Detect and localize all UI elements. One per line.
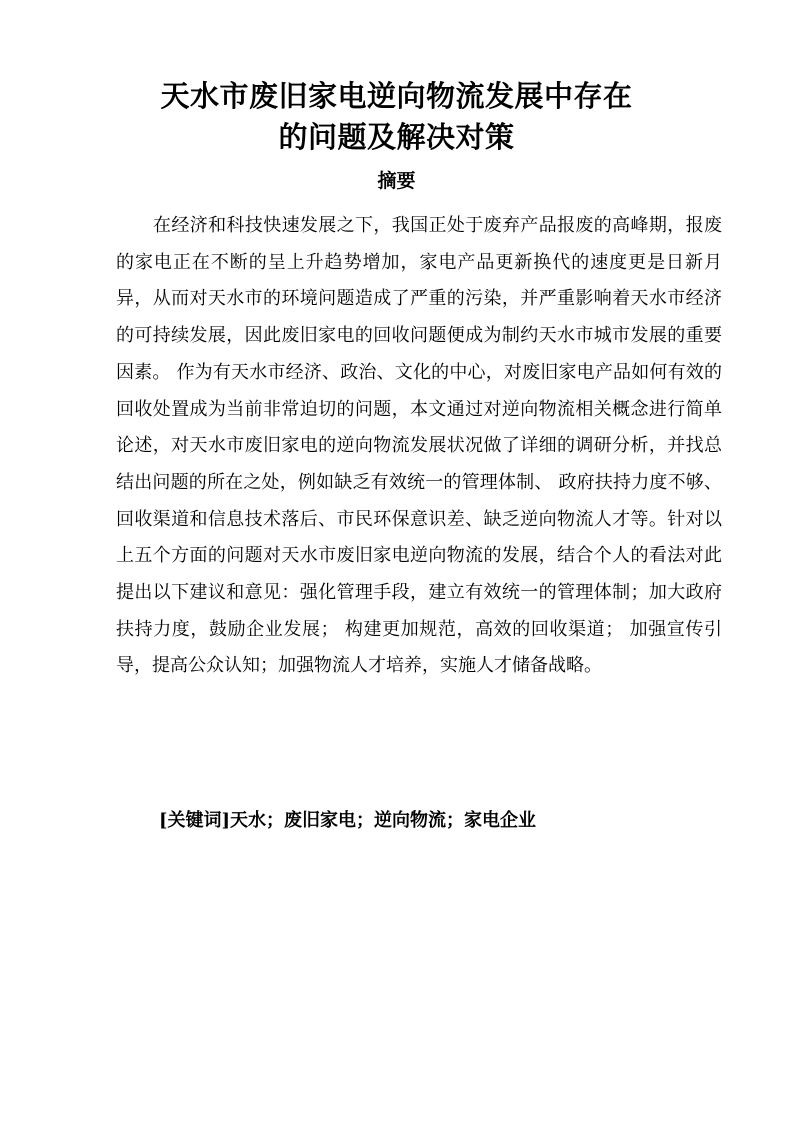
- title-line-2: 的问题及解决对策: [278, 120, 515, 154]
- title-line-1: 天水市废旧家电逆向物流发展中存在: [160, 79, 633, 113]
- keywords-line: [关键词]天水；废旧家电；逆向物流；家电企业: [159, 810, 537, 831]
- abstract-paragraph: 在经济和科技快速发展之下，我国正处于废弃产品报废的高峰期，报废的家电正在不断的呈上升趋势增加，家电产品更新换代的速度更是日新月异，从而对天水市的环境问题造成了严重的污染，并严重影响着天水市经济的可持续发展，因此废旧家电的回收问题便成为制约天水市城市发展的重要因素。 作为有天水市经济、政治、文化的中心，对废旧家电产品如何有效的回收处置成为当前非常迫切的问题，本文通过对逆向物流相关概念进行简单论述，对天水市废旧家电的逆向物流发展状况做了详细的调研分析，并找总结出问题的所在之处，例如缺乏有效统一的管理体制、 政府扶持力度不够、回收渠道和信息技术落后、市民环保意识差、缺乏逆向物流人才等。针对以上五个方面的问题对天水市废旧家电逆向物流的发展，结合个人的看法对此提出以下建议和意见：强化管理手段，建立有效统一的管理体制；加大政府扶持力度，鼓励企业发展； 构建更加规范，高效的回收渠道； 加强宣传引导，提高公众认知；加强物流人才培养，实施人才储备战略。: [116, 215, 722, 677]
- abstract-heading: 摘要: [377, 170, 416, 192]
